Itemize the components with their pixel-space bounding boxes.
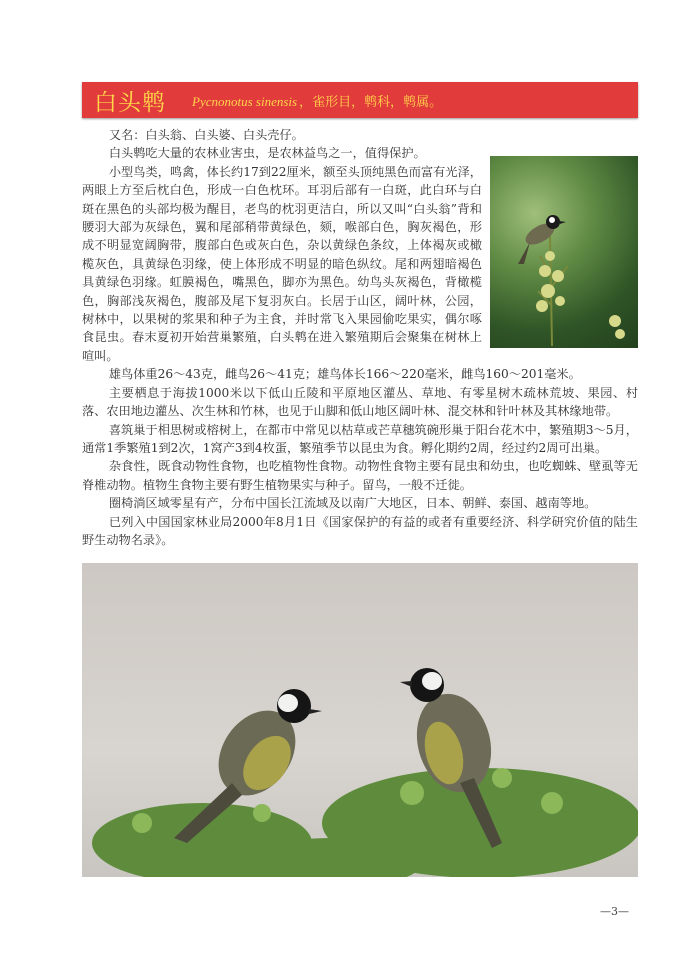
species-title: 白头鹎 [94,89,166,116]
paragraph-breeding: 喜筑巢于相思树或榕树上，在都市中常见以枯草或芒草穗筑碗形巢于阳台花木中，繁殖期3～5月，通常1季繁殖1到2次，1窝产3到4枚蛋，繁殖季节以昆虫为食。孵化期约2周，经过约2周可出巢。 [82,422,638,455]
paragraph-habitat: 主要栖息于海拔1000米以下低山丘陵和平原地区灌丛、草地、有零星树木疏林荒坡、果园、村落、农田地边灌丛、次生林和竹林，也见于山脚和低山地区阔叶林、混交林和针叶林及其林缘地带。 [82,385,638,419]
paragraph-alias: 又名：白头翁、白头婆、白头壳仔。 [108,128,304,142]
paragraph-appearance: 小型鸟类，鸣禽，体长约17到22厘米，额至头顶纯黑色而富有光泽，两眼上方至后枕白色，形成一白色枕环。耳羽后部有一白斑，此白环与白斑在黑色的头部均极为醒目，老鸟的枕羽更洁白，所以又叫“白头翁”背和腰羽大部为灰绿色，翼和尾部稍带黄绿色，颏，喉部白色，胸灰褐色，形成不明显宽阔胸带，腹部白色或灰白色，杂以黄绿色条纹，上体褐灰或橄榄灰色，具黄绿色羽缘，使上体形成不明显的暗色纵纹。尾和两翅暗褐色具黄绿色羽缘。虹膜褐色，嘴黑色，脚亦为黑色。幼鸟头灰褐色，背橄榄色，胸部浅灰褐色，腹部及尾下复羽灰白。长居于山区，阔叶林，公园，树林中，以果树的浆果和种子为主食，并时常飞入果园偷吃果实，偶尔啄食昆虫。春末夏初开始营巢繁殖，白头鹎在进入繁殖期后会聚集在树林上喧叫。 [82,164,482,363]
species-description [82,126,638,549]
species-title-banner [82,82,638,118]
paragraph-distribution: 圈椅淌区域零星有产，分布中国长江流域及以南广大地区，日本、朝鲜、泰国、越南等地。 [108,496,597,511]
paragraph-diet: 杂食性，既食动物性食物，也吃植物性食物。动物性食物主要有昆虫和幼虫，也吃蜘蛛、壁虱等无脊椎动物。植物生食物主要有野生植物果实与种子。留鸟，一般不迁徙。 [82,459,638,492]
scientific-name: Pycnonotus sinensis [192,93,298,109]
paragraph-benefit: 白头鹎吃大量的农林业害虫，是农林益鸟之一，值得保护。 [108,146,426,161]
paragraph-size: 雄鸟体重26～43克，雌鸟26～41克；雄鸟体长166～220毫米，雌鸟160～201毫米。 [108,367,581,382]
taxonomy-text: ，雀形目，鹎科，鹎属。 [299,93,443,109]
paragraph-protection: 已列入中国国家林业局2000年8月1日《国家保护的有益的或者有重要经济、科学研究价值的陆生野生动物名录》。 [82,514,638,547]
bird-photo-perched [490,156,638,348]
page-number: —3— [600,905,629,918]
bird-photo-pair [82,563,638,877]
species-taxonomy [192,91,442,110]
